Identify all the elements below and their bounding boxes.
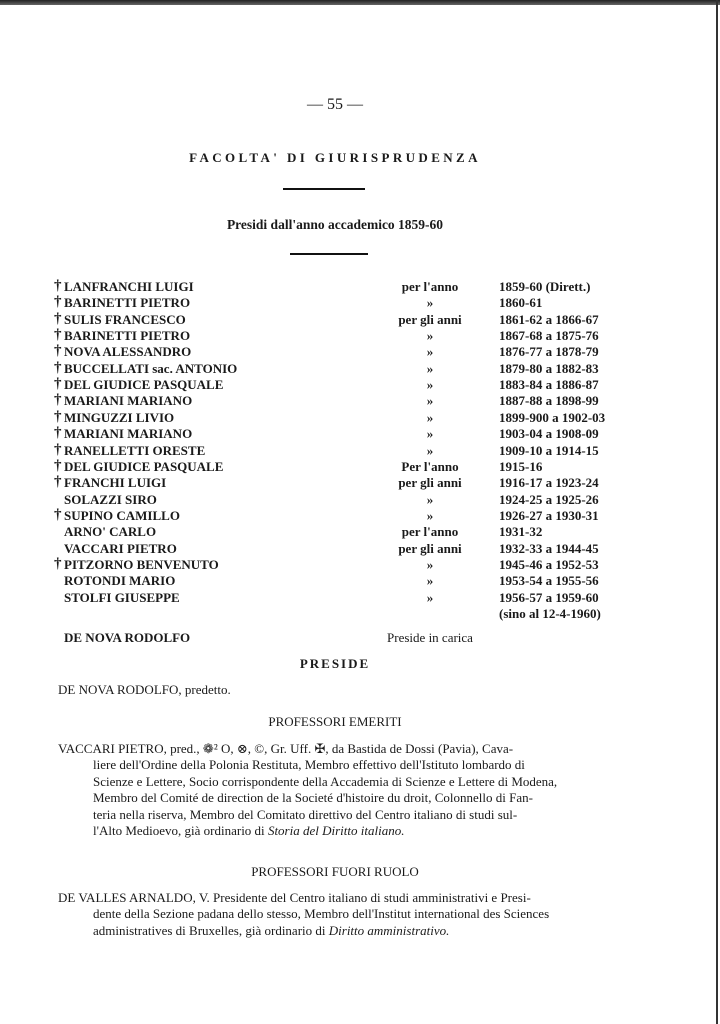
deceased-dagger-icon: † [54,310,62,327]
period-label: per gli anni [398,475,462,491]
table-row [0,492,720,508]
academic-years: 1956-57 a 1959-60 [499,589,599,605]
table-row [0,630,720,646]
deceased-dagger-icon: † [54,359,62,376]
table-row [0,393,720,409]
president-name: ARNO' CARLO [64,524,157,540]
text-line: dente della Sezione padana dello stesso, Membro dell'Institut international des Sciences [93,906,550,922]
academic-years: 1860-61 [499,295,543,311]
table-row [0,443,720,459]
page-number: — 55 — [307,96,363,113]
academic-years: 1909-10 a 1914-15 [499,442,599,458]
deceased-dagger-icon: † [54,555,62,572]
table-row [0,541,720,557]
president-name: BARINETTI PIETRO [64,295,191,311]
academic-years: 1916-17 a 1923-24 [499,475,599,491]
text-line: Membro del Comité de direction de la Societé d'histoire du droit, Colonnello di Fan- [93,790,533,806]
text-line [58,923,678,939]
period-label: » [426,556,434,572]
president-name: RANELLETTI ORESTE [64,442,206,458]
period-label: Per l'anno [401,458,459,474]
period-label: » [426,344,434,360]
table-row [0,508,720,524]
section-heading-emeriti: PROFESSORI EMERITI [268,714,402,729]
period-label: per l'anno [401,279,459,294]
academic-years: 1899-900 a 1902-03 [499,409,606,425]
text-line: teria nella riserva, Membro del Comitato direttivo del Centro italiano di studi sul- [93,806,518,822]
table-row [0,295,720,311]
table-row [0,377,720,393]
text-line: DE VALLES ARNALDO, V. Presidente del Centro italiano di studi amministrativi e Presi- [58,890,531,905]
president-name: SOLAZZI SIRO [64,491,157,507]
academic-years: 1887-88 a 1898-99 [499,393,599,409]
table-row [0,312,720,328]
academic-years: 1859-60 (Dirett.) [499,279,591,294]
president-name: SUPINO CAMILLO [64,507,180,523]
italic-subject: Storia del Diritto italiano. [267,823,405,839]
deceased-dagger-icon: † [54,392,62,409]
president-name: VACCARI PIETRO [64,540,177,556]
deceased-dagger-icon: † [54,506,62,523]
table-row [0,557,720,573]
deceased-dagger-icon: † [54,294,62,311]
president-name: SULIS FRANCESCO [64,311,186,327]
president-name: DEL GIUDICE PASQUALE [64,377,224,393]
academic-years: 1903-04 a 1908-09 [499,426,599,442]
period-label: » [426,328,434,344]
period-label: » [426,377,434,393]
president-name: FRANCHI LUIGI [64,475,167,491]
table-row [0,606,720,622]
period-label: » [426,589,434,605]
period-label: » [426,573,434,589]
deceased-dagger-icon: † [54,278,62,294]
deceased-dagger-icon: † [54,343,62,360]
table-row [0,475,720,491]
deceased-dagger-icon: † [54,376,62,393]
deceased-dagger-icon: † [54,474,62,491]
academic-years: 1867-68 a 1875-76 [499,328,599,344]
title-divider [283,188,365,190]
table-row [0,590,720,606]
academic-years: 1953-54 a 1955-56 [499,573,599,589]
text-span: l'Alto Medioevo, già ordinario di [93,823,268,839]
academic-years: 1945-46 a 1952-53 [499,556,599,572]
table-row [0,426,720,442]
text-line: VACCARI PIETRO, pred., ❁² O, ⊗, ©, Gr. Uff. ✠, da Bastida de Dossi (Pavia), Cava- [58,741,514,756]
president-name: PITZORNO BENVENUTO [64,556,219,572]
table-row [0,361,720,377]
fuori-ruolo-paragraph [58,890,678,939]
president-name: DE NOVA RODOLFO [64,630,191,646]
academic-years: 1932-33 a 1944-45 [499,540,599,556]
period-label: » [426,426,434,442]
subtitle: Presidi dall'anno accademico 1859-60 [226,217,444,232]
subtitle-divider [290,253,368,255]
president-name: BUCCELLATI sac. ANTONIO [64,360,238,376]
table-row [0,573,720,589]
academic-years: (sino al 12-4-1960) [499,606,601,621]
text-line: liere dell'Ordine della Polonia Restituta, Membro effettivo dell'Istituto lombardo di [93,757,525,773]
table-row [0,328,720,344]
text-span: administratives di Bruxelles, già ordinario di [93,922,329,938]
academic-years: 1861-62 a 1866-67 [499,311,599,327]
period-label: » [426,360,434,376]
deceased-dagger-icon: † [54,425,62,442]
period-label: » [426,442,434,458]
president-name: LANFRANCHI LUIGI [64,279,194,294]
academic-years: 1883-84 a 1886-87 [499,377,599,393]
president-name: MARIANI MARIANO [64,393,193,409]
table-row [0,410,720,426]
italic-subject: Diritto amministrativo. [328,922,450,938]
text-line [58,823,678,839]
table-row [0,459,720,475]
period-label: per l'anno [401,524,459,540]
emeriti-paragraph [58,741,678,839]
page-title: FACOLTA' DI GIURISPRUDENZA [189,150,481,165]
academic-years: 1924-25 a 1925-26 [499,491,599,507]
deceased-dagger-icon: † [54,327,62,344]
period-label: » [426,295,434,311]
scan-top-border [0,0,720,5]
table-row [0,344,720,360]
academic-years: 1876-77 a 1878-79 [499,344,599,360]
deceased-dagger-icon: † [54,457,62,474]
table-row [0,279,720,295]
president-name: ROTONDI MARIO [64,573,176,589]
period-label: » [426,507,434,523]
deceased-dagger-icon: † [54,408,62,425]
period-label: » [426,491,434,507]
preside-text: DE NOVA RODOLFO, predetto. [58,682,231,697]
table-row [0,524,720,540]
section-heading-preside: PRESIDE [299,656,371,671]
president-name: NOVA ALESSANDRO [64,344,192,360]
period-label: per gli anni [398,311,462,327]
president-name: DEL GIUDICE PASQUALE [64,458,224,474]
period-label: per gli anni [398,540,462,556]
academic-years: 1926-27 a 1930-31 [499,507,599,523]
period-label: Preside in carica [387,630,473,646]
section-heading-fuori-ruolo: PROFESSORI FUORI RUOLO [251,864,419,879]
deceased-dagger-icon: † [54,441,62,458]
president-name: STOLFI GIUSEPPE [64,589,180,605]
period-label: » [426,393,434,409]
president-name: MINGUZZI LIVIO [64,409,175,425]
academic-years: 1879-80 a 1882-83 [499,360,599,376]
text-line: Scienze e Lettere, Socio corrispondente della Accademia di Scienze e Lettere di Modena, [93,773,558,789]
academic-years: 1931-32 [499,524,543,540]
academic-years: 1915-16 [499,458,543,474]
president-name: BARINETTI PIETRO [64,328,191,344]
period-label: » [426,409,434,425]
president-name: MARIANI MARIANO [64,426,193,442]
